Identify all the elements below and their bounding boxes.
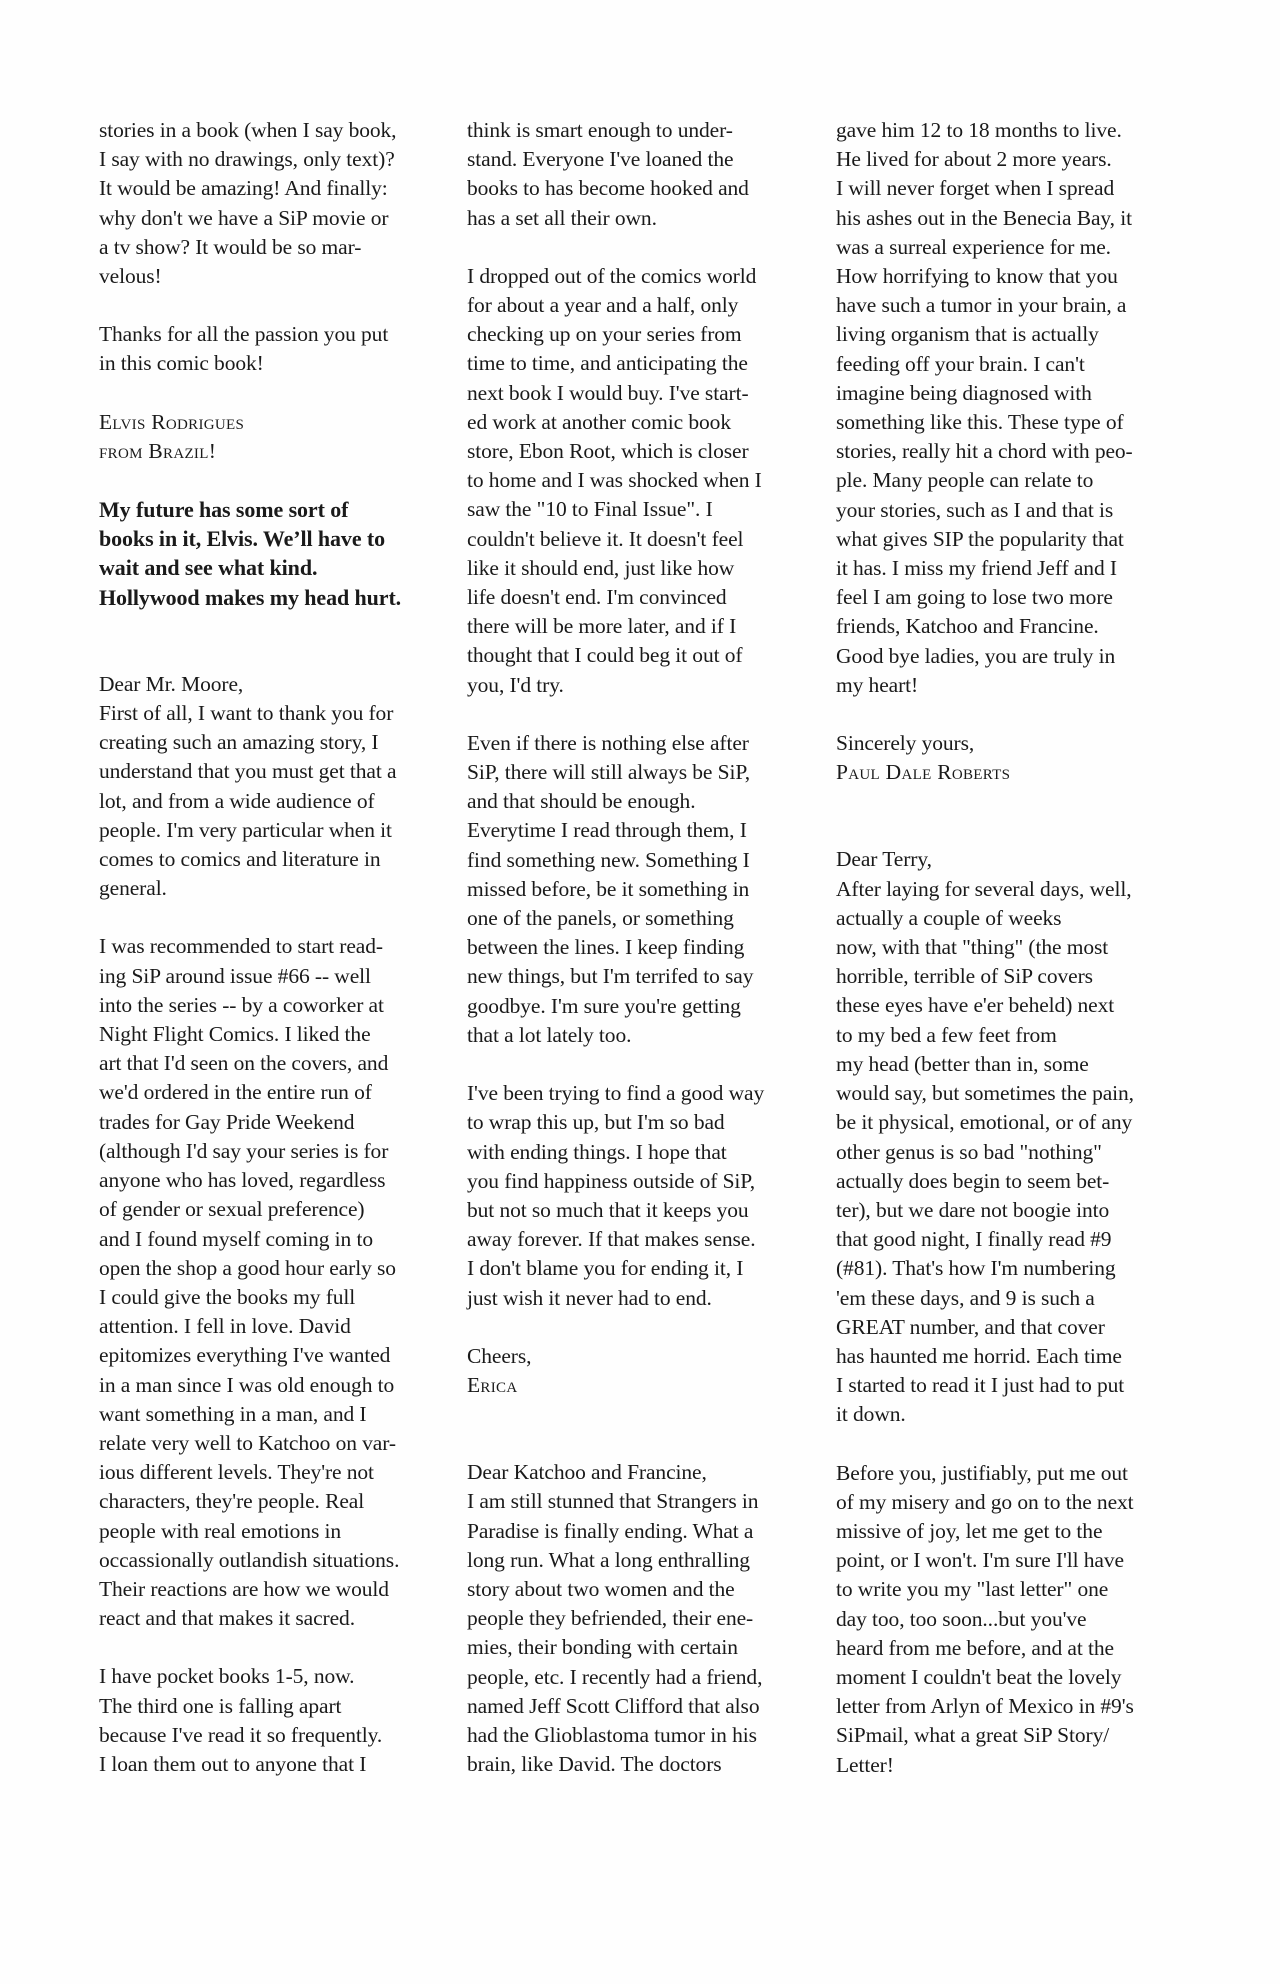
letter-paragraph: Thanks for all the passion you put in this comic book! <box>99 322 389 376</box>
letter-paragraph: I dropped out of the comics world for about a year and a half, only checking up on your series from time to time, and anticipating the next book I would buy. I've start- ed work at another comic book store, Ebon Root, which is closer to home and I was shocked when I saw the "10 to Final Issue". I couldn't believe it. It doesn't feel like it should end, just like how life doesn't end. I'm convinced there will be more later, and if I thought that I could beg it out of you, I'd try. <box>467 263 762 697</box>
letter-paragraph: think is smart enough to under- stand. Everyone I've loaned the books to has become hooked and has a set all their own. <box>467 118 749 230</box>
letter-salutation: Dear Mr. Moore, <box>99 671 244 696</box>
letter-signature: Elvis Rodrigues from Brazil! <box>99 409 245 463</box>
column-left <box>99 116 457 1808</box>
letter-paragraph: After laying for several days, well, actually a couple of weeks now, with that "thing" (the most horrible, terrible of SiP covers these eyes have e'er beheld) next to my bed a few feet from my head (better than in, some would say, but sometimes the pain, be it physical, emotional, or of any other genus is so bad "nothing" actually does begin to seem bet- ter), but we dare not boogie into that good night, I finally read #9 (#81). That's how I'm numbering 'em these days, and 9 is such a GREAT number, and that cover has haunted me horrid. Each time I started to read it I just had to put it down. <box>836 876 1134 1427</box>
letter-paragraph: gave him 12 to 18 months to live. He lived for about 2 more years. I will never forget when I spread his ashes out in the Benecia Bay, it was a surreal experience for me. How horrifying to know that you have such a tumor in your brain, a living organism that is actually feeding off your brain. I can't imagine being diagnosed with something like this. These type of stories, really hit a chord with peo- ple. Many people can relate to your stories, such as I and that is what gives SIP the popularity that it has. I miss my friend Jeff and I feel I am going to lose two more friends, Katchoo and Francine. Good bye ladies, you are truly in my heart! <box>836 118 1133 697</box>
letter-paragraph: I've been trying to find a good way to wrap this up, but I'm so bad with ending things. I hope that you find happiness outside of SiP, but not so much that it keeps you away forever. If that makes sense. I don't blame you for ending it, I just wish it never had to end. <box>467 1081 765 1310</box>
letter-paragraph: I have pocket books 1-5, now. The third one is falling apart because I've read it so frequently. I loan them out to anyone that I <box>99 1664 383 1776</box>
letter-closing: Cheers, <box>467 1343 532 1368</box>
editor-reply: My future has some sort of books in it, Elvis. We’ll have to wait and see what kind. Hollywood makes my head hurt. <box>99 497 402 610</box>
column-right <box>836 116 1194 1809</box>
letter-signature: Paul Dale Roberts <box>836 760 1011 785</box>
letter-closing: Sincerely yours, <box>836 731 975 756</box>
letter-salutation: Dear Katchoo and Francine, <box>467 1460 707 1485</box>
letter-paragraph: First of all, I want to thank you for creating such an amazing story, I understand that you must get that a lot, and from a wide audience of people. I'm very particular when it comes to comics and literature in general. <box>99 701 397 901</box>
letter-paragraph: Even if there is nothing else after SiP, there will still always be SiP, and that should be enough. Everytime I read through them, I find something new. Something I missed before, be it something in one of the panels, or something between the lines. I keep finding new things, but I'm terrifed to say goodbye. I'm sure you're getting that a lot lately too. <box>467 730 754 1047</box>
letter-paragraph: Before you, justifiably, put me out of my misery and go on to the next missive of joy, let me get to the point, or I won't. I'm sure I'll have to write you my "last letter" one day too, too soon...but you've heard from me before, and at the moment I couldn't beat the lovely letter from Arlyn of Mexico in #9's SiPmail, what a great SiP Story/ Letter! <box>836 1460 1134 1777</box>
letter-paragraph: stories in a book (when I say book, I say with no drawings, only text)? It would be amazing! And finally: why don't we have a SiP movie or a tv show? It would be so mar- velous! <box>99 118 397 289</box>
column-middle <box>467 116 825 1808</box>
letter-signature: Erica <box>467 1372 518 1397</box>
letter-paragraph: I am still stunned that Strangers in Paradise is finally ending. What a long run. What a long enthralling story about two women and the people they befriended, their ene- mies, their bonding with certain people, etc. I recently had a friend, named Jeff Scott Clifford that also had the Glioblastoma tumor in his brain, like David. The doctors <box>467 1489 763 1777</box>
letter-salutation: Dear Terry, <box>836 847 932 872</box>
letter-paragraph: I was recommended to start read- ing SiP around issue #66 -- well into the series -- by a coworker at Night Flight Comics. I liked the art that I'd seen on the covers, and we'd ordered in the entire run of trades for Gay Pride Weekend (although I'd say your series is for anyone who has loved, regardless of gender or sexual preference) and I found myself coming in to open the shop a good hour early so I could give the books my full attention. I fell in love. David epitomizes everything I've wanted in a man since I was old enough to want something in a man, and I relate very well to Katchoo on var- ious different levels. They're not characters, they're people. Real people with real emotions in occassionally outlandish situations. Their reactions are how we would react and that makes it sacred. <box>99 934 400 1631</box>
